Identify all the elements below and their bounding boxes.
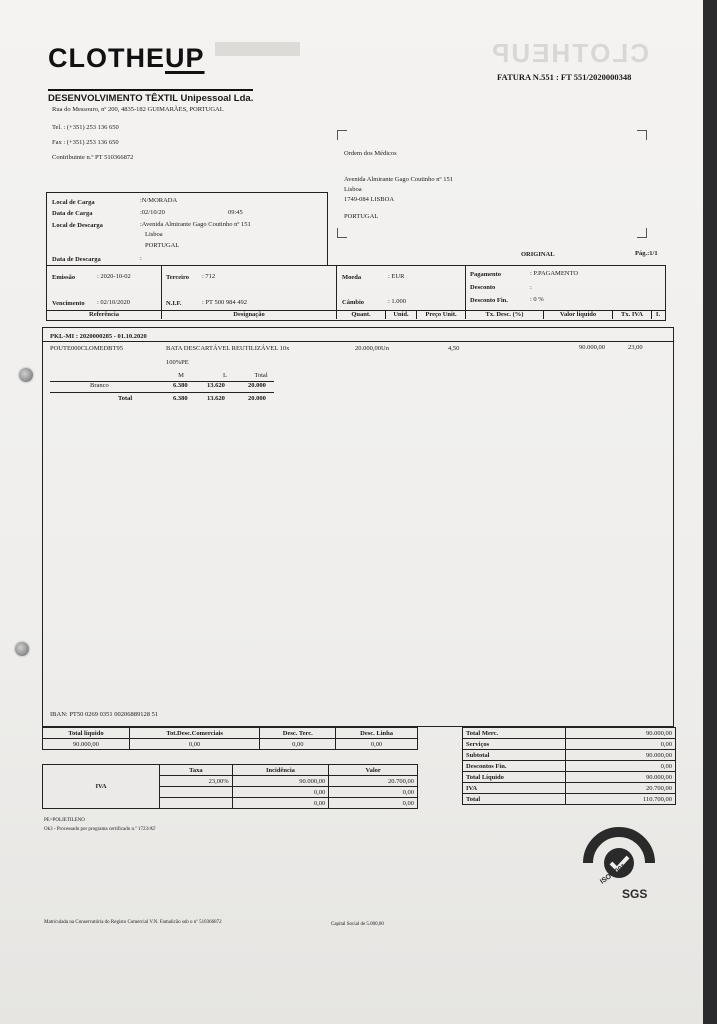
size-header-l: L <box>223 372 227 379</box>
col-valor-liquido: Valor líquido <box>559 311 597 318</box>
iva-incidencia-3: 0,00 <box>232 798 329 809</box>
desconto-fin-label: Desconto Fin. <box>470 297 508 304</box>
load-place-label: Local de Carga <box>52 199 95 206</box>
desc-terc-value: 0,00 <box>260 739 336 750</box>
col-designacao: Designação <box>233 311 265 318</box>
summary-value: 90.000,00 <box>566 750 676 761</box>
summary-value: 0,00 <box>566 761 676 772</box>
window-corner-tl <box>337 130 347 140</box>
iva-valor-1: 20.700,00 <box>329 776 418 787</box>
customer-postal: 1749-084 LISBOA <box>344 196 395 203</box>
totals-table <box>42 727 418 750</box>
desc-linha-header: Desc. Linha <box>336 728 418 739</box>
load-place: :N/MORADA <box>140 197 178 204</box>
col-referencia: Referência <box>89 311 119 318</box>
col-preco-unit: Preço Unit. <box>425 311 457 318</box>
line-qty: 20.000,00Un <box>355 345 389 352</box>
background-edge <box>703 0 717 1024</box>
window-corner-br <box>637 228 647 238</box>
iva-table <box>42 764 418 809</box>
iva-incidencia-2: 0,00 <box>232 787 329 798</box>
summary-label: Descontos Fin. <box>463 761 566 772</box>
size-total-total: 20.000 <box>248 395 266 402</box>
summary-label: IVA <box>463 783 566 794</box>
iva-taxa-1: 23,00% <box>160 776 233 787</box>
bleed-through-logo: CLOTHEUP <box>490 38 649 68</box>
col-quant: Quant. <box>351 311 371 318</box>
tot-desc-comerciais-value: 0,00 <box>129 739 260 750</box>
iva-label: IVA <box>43 765 160 809</box>
iva-valor-header: Valor <box>329 765 418 776</box>
customer-name: Ordem dos Médicos <box>344 150 397 157</box>
pagamento-value: : P.PAGAMENTO <box>530 270 579 277</box>
unload-date-label: Data de Descarga <box>52 256 101 263</box>
cambio-label: Câmbio <box>342 299 365 306</box>
summary-table <box>462 727 676 805</box>
company-nif: Contribuinte n.º PT 510366872 <box>52 154 134 161</box>
line-desc: BATA DESCARTÁVEL REUTILIZÁVEL 10x <box>166 345 290 352</box>
line-value: 90.000,00 <box>579 344 605 351</box>
line-desc-2: 100%PE <box>166 359 189 366</box>
desconto-value: : <box>530 284 532 291</box>
iso-certification-seal <box>578 822 660 904</box>
total-liquido-value: 90.000,00 <box>43 739 130 750</box>
iva-incidencia-header: Incidência <box>232 765 329 776</box>
moeda-label: Moeda <box>342 274 362 281</box>
window-corner-tr <box>637 130 647 140</box>
pkl-reference: PKL-MI : 2020000285 - 01.10.2020 <box>50 333 147 340</box>
tot-desc-comerciais-header: Tot.Desc.Comerciais <box>129 728 260 739</box>
col-tx-iva: Tx. IVA <box>621 311 643 318</box>
size-total-m: 6.380 <box>173 395 188 402</box>
footer-capital: Capital Social de 5.000,00 <box>331 922 384 927</box>
load-date-label: Data de Carga <box>52 210 93 217</box>
desconto-fin-value: : 0 % <box>530 296 544 303</box>
seal-iso-text: ISO 9001 <box>599 862 628 886</box>
emissao-label: Emissão <box>52 274 76 281</box>
customer-country: PORTUGAL <box>344 213 379 220</box>
seal-sgs-text: SGS <box>622 887 648 901</box>
nif-value: : PT 500 984 492 <box>202 299 248 306</box>
company-logo: CLOTHEUP <box>48 43 205 73</box>
company-tel: Tel. : (+351) 253 136 650 <box>52 124 119 131</box>
vencimento-label: Vencimento <box>52 300 85 307</box>
terceiro-label: Terceiro <box>166 274 189 281</box>
emissao-value: : 2020-10-02 <box>97 273 131 280</box>
company-fax: Fax : (+351) 253 136 650 <box>52 139 119 146</box>
col-tx-desc: Tx. Desc. (%) <box>485 311 524 318</box>
summary-label: Total Líquido <box>463 772 566 783</box>
customer-city: Lisboa <box>344 186 362 193</box>
cambio-value: : 1.000 <box>388 298 407 305</box>
summary-value: 20.700,00 <box>566 783 676 794</box>
iva-incidencia-1: 90.000,00 <box>232 776 329 787</box>
lines-box <box>42 327 674 727</box>
col-unid: Unid. <box>393 311 409 318</box>
unload-city: Lisboa <box>145 231 163 238</box>
moeda-value: : EUR <box>388 273 405 280</box>
iva-valor-2: 0,00 <box>329 787 418 798</box>
company-address: Rua do Messouro, nº 200, 4835-182 GUIMARÃES, PORTUGAL <box>52 106 224 113</box>
nif-label: N.I.F. <box>166 300 182 307</box>
summary-label: Total Merc. <box>463 728 566 739</box>
load-date: :02/10/20 <box>140 209 165 216</box>
footer-registry: Matriculada na Conservatória do Registo Comercial V.N. Famalicão sob o nº 510366872 <box>44 920 222 925</box>
line-vat: 23,00 <box>628 344 643 351</box>
summary-label: Serviços <box>463 739 566 750</box>
bleed-through-shape <box>215 42 300 56</box>
iban: IBAN: PT50 0269 0351 00206889128 51 <box>50 711 159 718</box>
size-header-total: Total <box>254 372 268 379</box>
customer-address: Avenida Almirante Gago Coutinho nº 151 <box>344 176 453 183</box>
vencimento-value: : 02/10/2020 <box>97 299 131 306</box>
desc-terc-header: Desc. Terc. <box>260 728 336 739</box>
iva-valor-3: 0,00 <box>329 798 418 809</box>
summary-value: 90.000,00 <box>566 772 676 783</box>
summary-value: 0,00 <box>566 739 676 750</box>
load-time: 09:45 <box>228 209 243 216</box>
invoice-title: FATURA N.551 : FT 551/2020000348 <box>497 72 632 82</box>
iva-taxa-3 <box>160 798 233 809</box>
note-certification: Ok3 - Processado por programa certificado n.º 1723/AT <box>44 827 156 832</box>
unload-place: :Avenida Almirante Gago Coutinho nº 151 <box>140 221 251 228</box>
summary-label: Subtotal <box>463 750 566 761</box>
iva-taxa-header: Taxa <box>160 765 233 776</box>
summary-label: Total <box>463 794 566 805</box>
size-row-total: 20.000 <box>248 382 266 389</box>
note-pe: PE=POLIETILENO <box>44 818 85 823</box>
unload-place-label: Local de Descarga <box>52 222 103 229</box>
desc-linha-value: 0,00 <box>336 739 418 750</box>
summary-value: 90.000,00 <box>566 728 676 739</box>
size-total-l: 13.620 <box>207 395 225 402</box>
pagamento-label: Pagamento <box>470 271 502 278</box>
desconto-label: Desconto <box>470 284 496 291</box>
size-row-name: Branco <box>90 382 109 389</box>
line-price: 4,50 <box>448 345 460 352</box>
size-header-m: M <box>178 372 184 379</box>
size-total-name: Total <box>118 395 133 402</box>
size-row-m: 6.380 <box>173 382 188 389</box>
size-row-l: 13.620 <box>207 382 225 389</box>
line-ref: POUTE000CLOMEDBT95 <box>50 345 123 352</box>
binder-hole-bottom <box>15 642 29 656</box>
window-corner-bl <box>337 228 347 238</box>
terceiro-value: : 712 <box>202 273 216 280</box>
col-i: I. <box>655 311 661 318</box>
summary-value: 110.700,00 <box>566 794 676 805</box>
unload-date: : <box>140 255 142 262</box>
original-label: ORIGINAL <box>521 251 555 258</box>
company-name: DESENVOLVIMENTO TÊXTIL Unipessoal Lda. <box>48 89 253 104</box>
iva-taxa-2 <box>160 787 233 798</box>
page-number: Pág.:1/1 <box>635 250 658 257</box>
total-liquido-header: Total líquido <box>43 728 130 739</box>
binder-hole-top <box>19 368 33 382</box>
unload-country: PORTUGAL <box>145 242 180 249</box>
